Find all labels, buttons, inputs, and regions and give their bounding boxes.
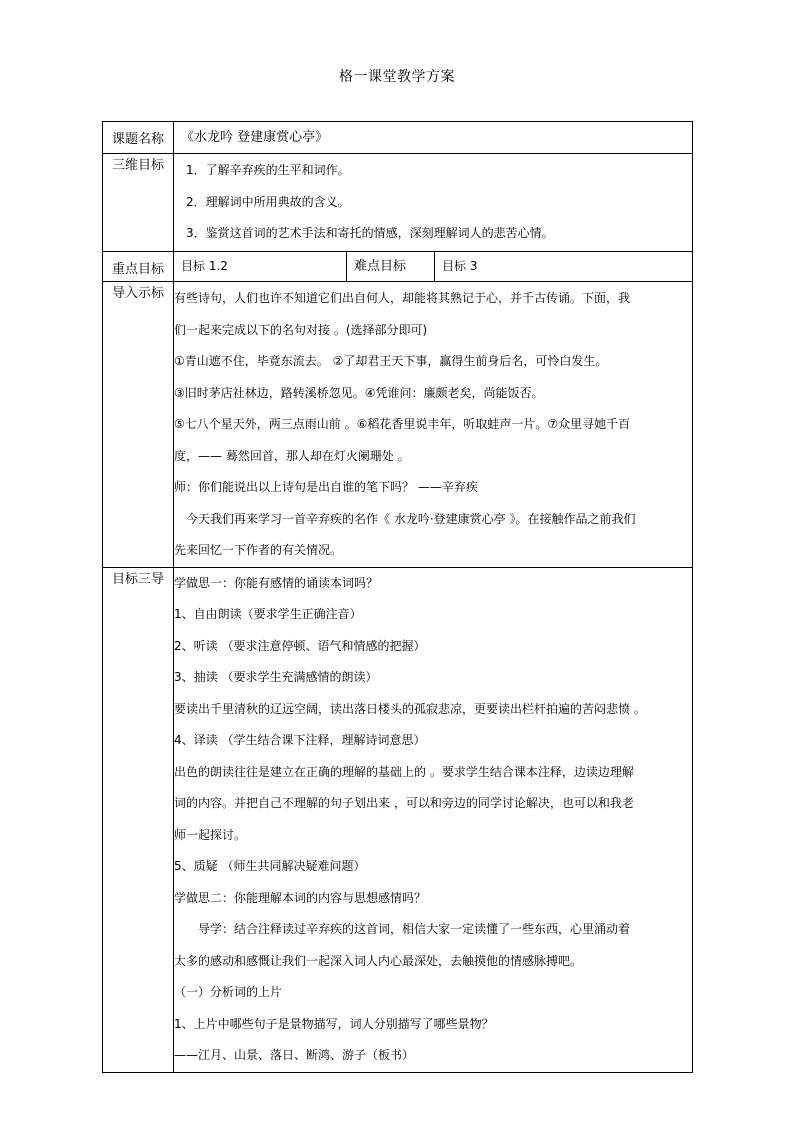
topic-value: 《水龙吟 登建康赏心亭》 — [181, 130, 329, 145]
focus-row — [103, 252, 693, 282]
goals-row — [103, 154, 693, 252]
guide-line: 4、译读 （学生结合课下注释，理解诗词意思） — [174, 733, 426, 747]
difficulty-label-cell — [347, 252, 435, 282]
difficulty-label: 难点目标 — [354, 259, 407, 274]
intro-line: ①青山遮不住，毕竟东流去。 ②了却君王天下事，赢得生前身后名，可怜白发生。 — [174, 354, 608, 368]
difficulty-value: 目标 3 — [442, 259, 478, 273]
intro-line: 今天我们再来学习一首辛弃疾的名作《 水龙吟·登建康赏心亭 》。在接触作品之前我们 — [186, 511, 636, 526]
intro-line: 们一起来完成以下的名句对接 。(选择部分即可) — [174, 322, 428, 337]
goal-item: 1．了解辛弃疾的生平和词作。 — [186, 163, 350, 177]
focus-value: 目标 1.2 — [181, 259, 228, 273]
intro-line: 师：你们能说出以上诗句是出自谁的笔下吗？ ——辛弃疾 — [174, 480, 478, 494]
intro-cell — [174, 282, 693, 568]
guide-cell — [174, 567, 693, 1072]
intro-line: 度，—— 蓦然回首，那人却在灯火阑珊处 。 — [174, 448, 410, 463]
guide-line: （一）分析词的上片 — [174, 985, 283, 999]
page-title: 格一课堂教学方案 — [339, 69, 455, 85]
goal-item: 2．理解词中所用典故的含义。 — [186, 194, 350, 209]
guide-line: 2、听读 （要求注意停顿、语气和情感的把握） — [174, 638, 426, 653]
intro-line: 有些诗句，人们也许不知道它们出自何人，却能将其熟记于心，并千古传诵。下面，我 — [174, 291, 631, 305]
guide-line: 师一起探讨。 — [174, 827, 247, 842]
focus-label: 重点目标 — [103, 252, 174, 282]
guide-line: 5、质疑 （师生共同解决疑难问题） — [174, 859, 366, 873]
goal-item: 3．鉴赏这首词的艺术手法和寄托的情感，深刻理解词人的悲苦心情。 — [186, 226, 554, 240]
guide-line: 学做思二：你能理解本词的内容与思想感情吗？ — [174, 890, 427, 905]
intro-row — [103, 282, 693, 568]
goals-cell — [174, 154, 693, 252]
goals-label: 三维目标 — [103, 154, 174, 252]
intro-line: ⑤七八个星天外，两三点雨山前 。⑥稻花香里说丰年，听取蛙声一片。⑦众里寻她千百 — [174, 417, 631, 431]
guide-line: 1、上片中哪些句子是景物描写，词人分别描写了哪些景物？ — [174, 1016, 494, 1031]
guide-line: 1、自由朗读（要求学生正确注音） — [174, 607, 362, 621]
intro-line: ③旧时茅店社林边，路转溪桥忽见。④凭谁问：廉颇老矣，尚能饭否。 — [174, 385, 544, 400]
guide-line: 3、抽读 （要求学生充满感情的朗读） — [174, 670, 378, 684]
difficulty-cell — [435, 252, 693, 282]
intro-label: 导入示标 — [103, 282, 174, 568]
guide-line: ——江月、山景、落日、断鸿、游子（板书） — [174, 1048, 415, 1062]
intro-line: 先来回忆一下作者的有关情况。 — [174, 543, 343, 557]
topic-cell — [174, 122, 693, 154]
guide-row — [103, 567, 693, 1072]
guide-line: 出色的朗读往往是建立在正确的理解的基础上的 。要求学生结合课本注释，边读边理解 — [174, 764, 634, 779]
guide-line: 太多的感动和感慨让我们一起深入词人内心最深处，去触摸他的情感脉搏吧。 — [174, 953, 583, 968]
guide-line: 学做思一：你能有感情的诵读本词吗？ — [174, 575, 379, 590]
lesson-plan-table — [102, 121, 693, 1073]
focus-cell — [174, 252, 347, 282]
guide-line: 要读出千里清秋的辽远空阔，读出落日楼头的孤寂悲凉，更要读出栏杆拍遍的苦闷悲愤 。 — [174, 701, 646, 716]
guide-line: 词的内容。并把自己不理解的句子划出来 ，可以和旁边的同学讨论解决，也可以和我老 — [174, 796, 634, 810]
topic-label: 课题名称 — [103, 122, 174, 154]
guide-line: 导学：结合注释读过辛弃疾的这首词，相信大家一定读懂了一些东西，心里涌动着 — [198, 922, 631, 936]
topic-row — [103, 122, 693, 154]
guide-label: 目标三导 — [103, 567, 174, 1072]
